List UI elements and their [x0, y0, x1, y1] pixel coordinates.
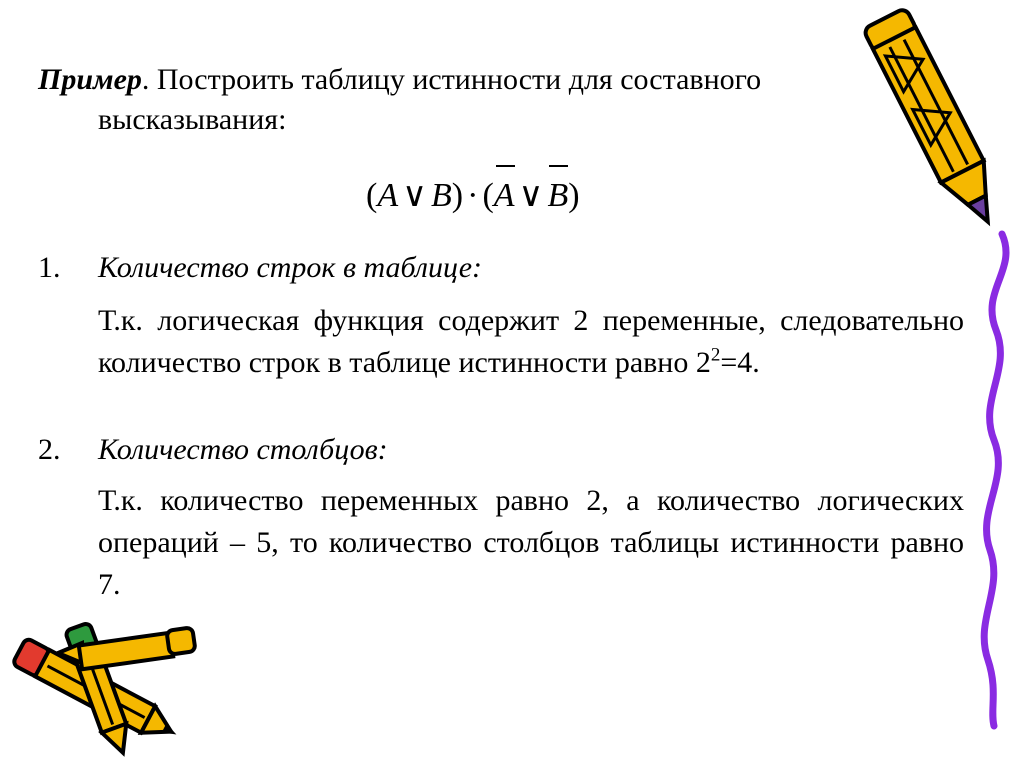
formula-var-b: B — [431, 177, 452, 214]
slide-title — [38, 60, 761, 100]
title-text-line2: высказывания: — [98, 103, 287, 136]
formula-paren-close-1: ) — [451, 177, 464, 214]
formula-or-1: ∨ — [402, 177, 427, 214]
formula-paren-close-2: ) — [568, 177, 580, 214]
formula-paren-open-2: ( — [482, 177, 494, 214]
item-1-paragraph — [98, 300, 964, 384]
crossed-pencils-icon — [0, 615, 210, 765]
formula-var-a: A — [377, 177, 399, 214]
formula-paren-open-1: ( — [366, 177, 378, 214]
formula — [366, 173, 580, 219]
formula-var-a-negated: A — [494, 173, 515, 219]
pencil-icon — [858, 0, 1008, 245]
title-label: Пример — [38, 63, 142, 96]
item-1-text-before: Т.к. логическая функция содержит 2 переменные, следовательно количество строк в таблице истинности равно 2 — [98, 304, 964, 379]
squiggle-line — [960, 230, 1024, 730]
formula-dot: · — [467, 177, 479, 214]
formula-var-b-negated: B — [547, 173, 568, 219]
item-1-superscript: 2 — [710, 344, 721, 366]
item-2-paragraph: Т.к. количество переменных равно 2, а количество логических операций – 5, то количество столбцов таблицы истинности равно 7. — [98, 484, 964, 601]
item-1-number: 1. — [38, 251, 61, 284]
item-1-heading: Количество строк в таблице: — [98, 251, 482, 284]
item-2-heading: Количество столбцов: — [98, 433, 388, 466]
formula-or-2: ∨ — [518, 177, 544, 214]
item-1-text-after: =4. — [720, 346, 760, 379]
title-text: . Построить таблицу истинности для составного — [141, 63, 762, 96]
item-2-number: 2. — [38, 433, 61, 466]
